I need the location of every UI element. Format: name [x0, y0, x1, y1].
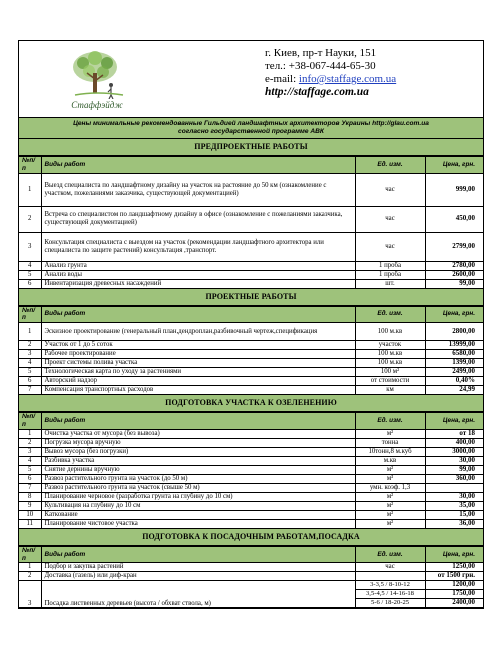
work-description: Доставка (газель) или диф-кран — [41, 572, 355, 581]
row-number: 3 — [19, 447, 41, 456]
price: 2799,00 — [425, 232, 483, 261]
price: 2499,00 — [425, 368, 483, 377]
col-header-price: Цена, грн. — [425, 546, 483, 563]
col-header-unit: Ед. изм. — [355, 157, 425, 174]
work-description: Планирование черновое (разработка грунта на глубину до 10 см) — [41, 492, 355, 501]
table-row — [19, 563, 483, 572]
price: 1250,00 — [425, 563, 483, 572]
price-table — [19, 412, 483, 529]
row-number: 2 — [19, 572, 41, 581]
table-row — [19, 429, 483, 438]
unit: час — [355, 173, 425, 206]
table-row — [19, 456, 483, 465]
table-row — [19, 483, 483, 492]
col-header-unit: Ед. изм. — [355, 413, 425, 430]
section-title: ПРОЕКТНЫЕ РАБОТЫ — [19, 289, 483, 306]
email-line — [265, 73, 396, 86]
work-description: Анализ воды — [41, 270, 355, 279]
col-header-num: №п/п — [19, 546, 41, 563]
col-header-price: Цена, грн. — [425, 157, 483, 174]
price-list-page — [18, 40, 484, 609]
table-row — [19, 474, 483, 483]
row-number: 1 — [19, 429, 41, 438]
col-header-work: Виды работ — [41, 157, 355, 174]
col-header-work: Виды работ — [41, 546, 355, 563]
email-label: e-mail: — [265, 73, 299, 85]
row-number: 6 — [19, 377, 41, 386]
unit: 100 м.кв — [355, 359, 425, 368]
price: 30,00 — [425, 492, 483, 501]
recommendation-notice — [19, 118, 483, 139]
table-row — [19, 173, 483, 206]
email-link[interactable]: info@staffage.com.ua — [298, 73, 397, 85]
price: от 18 — [425, 429, 483, 438]
unit: м² — [355, 501, 425, 510]
address: г. Киев, пр-т Науки, 151 — [265, 47, 377, 59]
table-row — [19, 492, 483, 501]
price: 2800,00 — [425, 323, 483, 341]
price-table — [19, 306, 483, 396]
table-row — [19, 368, 483, 377]
col-header-num: №п/п — [19, 413, 41, 430]
row-number: 4 — [19, 359, 41, 368]
row-number: 2 — [19, 341, 41, 350]
website-link[interactable]: http://staffage.com.ua — [265, 86, 369, 98]
row-number: 5 — [19, 368, 41, 377]
section-title: ПРЕДПРОЕКТНЫЕ РАБОТЫ — [19, 139, 483, 156]
row-number: 7 — [19, 483, 41, 492]
work-description: Развоз растительного грунта на участок (до 50 м) — [41, 474, 355, 483]
table-row — [19, 350, 483, 359]
table-row — [19, 359, 483, 368]
work-description: Проект системы полива участка — [41, 359, 355, 368]
unit: час — [355, 563, 425, 572]
row-number: 5 — [19, 270, 41, 279]
work-description: Планирование чистовое участка — [41, 519, 355, 528]
work-description: Встреча со специалистом по ландшафтному дизайну в офисе (ознакомление с пожеланиями заказчика, существующей документацией) — [41, 206, 355, 232]
price: 2600,00 — [425, 270, 483, 279]
unit: шт. — [355, 279, 425, 288]
size-range: 3-3,5 / 8-10-12 — [355, 581, 425, 590]
table-header-row — [19, 546, 483, 563]
notice-line-1: Цены минимальные рекомендованные Гильдией ландшафтных архитекторов Украины http://glau.com.ua — [73, 120, 429, 127]
price: 15,00 — [425, 510, 483, 519]
table-row — [19, 572, 483, 581]
tree-logo-icon — [65, 49, 129, 99]
table-row — [19, 279, 483, 288]
unit: м² — [355, 492, 425, 501]
work-description: Развоз растительного грунта на участок (свыше 50 м) — [41, 483, 355, 492]
table-row — [19, 501, 483, 510]
table-header-row — [19, 306, 483, 323]
work-description: Выезд специалиста по ландшафтному дизайну на участок на растояние до 50 км (ознакомление с участком, пожеланиями заказчика, существующей документацией) — [41, 173, 355, 206]
unit: 1 проба — [355, 261, 425, 270]
unit: м² — [355, 510, 425, 519]
price-table — [19, 546, 483, 609]
work-description: Компенсация транспортных расходов — [41, 386, 355, 395]
work-description: Погрузка мусора вручную — [41, 438, 355, 447]
price: 0,40% — [425, 377, 483, 386]
price: от 1500 грн. — [425, 572, 483, 581]
table-row — [19, 341, 483, 350]
row-number: 2 — [19, 438, 41, 447]
row-number: 11 — [19, 519, 41, 528]
work-description: Катковaние — [41, 510, 355, 519]
price: 1399,00 — [425, 359, 483, 368]
table-row — [19, 206, 483, 232]
table-row — [19, 510, 483, 519]
price: 36,00 — [425, 519, 483, 528]
table-row — [19, 377, 483, 386]
notice-line-2: согласно государственной программе АВК — [178, 128, 324, 135]
col-header-work: Виды работ — [41, 306, 355, 323]
work-description: Рабочее проектирование — [41, 350, 355, 359]
col-header-num: №п/п — [19, 157, 41, 174]
row-number: 7 — [19, 386, 41, 395]
price: 450,00 — [425, 206, 483, 232]
unit: участок — [355, 341, 425, 350]
price: 1750,00 — [425, 590, 483, 599]
price: 13999,00 — [425, 341, 483, 350]
price: 99,00 — [425, 465, 483, 474]
unit: км — [355, 386, 425, 395]
unit: 10тонн,8 м.куб — [355, 447, 425, 456]
unit: тонна — [355, 438, 425, 447]
size-range: 3,5-4,5 / 14-16-18 — [355, 590, 425, 599]
phone: тел.: +38-067-444-65-30 — [265, 60, 376, 72]
table-header-row — [19, 413, 483, 430]
table-header-row — [19, 157, 483, 174]
table-row — [19, 232, 483, 261]
unit: м.кв — [355, 456, 425, 465]
row-number: 1 — [19, 563, 41, 572]
table-row — [19, 519, 483, 528]
unit — [355, 572, 425, 581]
work-description: Участок от 1 до 5 соток — [41, 341, 355, 350]
table-row — [19, 447, 483, 456]
price-sections — [19, 139, 483, 608]
row-number: 2 — [19, 206, 41, 232]
row-number: 5 — [19, 465, 41, 474]
work-description: Анализ грунта — [41, 261, 355, 270]
work-description: Снятие дернины вручную — [41, 465, 355, 474]
price: 35,00 — [425, 501, 483, 510]
price: 3000,00 — [425, 447, 483, 456]
table-row — [19, 581, 483, 590]
work-description: Технологическая карта по уходу за растениями — [41, 368, 355, 377]
row-number: 6 — [19, 474, 41, 483]
work-description: Посадка лиственных деревьев (высота / обхват ствола, м) — [41, 581, 355, 608]
work-description: Консультация специалиста с выездом на участок (рекомендации ландшафтного архитектора или специалиста по защите растений) консультация ,транспорт. — [41, 232, 355, 261]
price: 30,00 — [425, 456, 483, 465]
row-number: 4 — [19, 456, 41, 465]
row-number: 3 — [19, 350, 41, 359]
price: 6580,00 — [425, 350, 483, 359]
unit: 100 м.кв — [355, 350, 425, 359]
col-header-price: Цена, грн. — [425, 413, 483, 430]
unit: м³ — [355, 474, 425, 483]
row-number: 10 — [19, 510, 41, 519]
unit: от стоимости — [355, 377, 425, 386]
table-row — [19, 270, 483, 279]
col-header-unit: Ед. изм. — [355, 306, 425, 323]
price: 1200,00 — [425, 581, 483, 590]
row-number: 8 — [19, 492, 41, 501]
row-number: 6 — [19, 279, 41, 288]
col-header-work: Виды работ — [41, 413, 355, 430]
row-number: 4 — [19, 261, 41, 270]
unit: час — [355, 232, 425, 261]
page-header — [19, 41, 483, 118]
col-header-price: Цена, грн. — [425, 306, 483, 323]
work-description: Авторский надзор — [41, 377, 355, 386]
row-number: 3 — [19, 232, 41, 261]
logo-text: Стаффэйдж — [71, 100, 123, 110]
price: 2400,00 — [425, 599, 483, 608]
price — [425, 483, 483, 492]
work-description: Очистка участка от мусора (без вывоза) — [41, 429, 355, 438]
unit: м² — [355, 429, 425, 438]
table-row — [19, 386, 483, 395]
row-number: 1 — [19, 173, 41, 206]
row-number: 1 — [19, 323, 41, 341]
section-title: ПОДГОТОВКА К ПОСАДОЧНЫМ РАБОТАМ,ПОСАДКА — [19, 529, 483, 546]
work-description: Разбивка участка — [41, 456, 355, 465]
work-description: Инвентаризация древесных насаждений — [41, 279, 355, 288]
price-table — [19, 156, 483, 289]
table-row — [19, 438, 483, 447]
work-description: Вывоз мусора (без погрузки) — [41, 447, 355, 456]
col-header-num: №п/п — [19, 306, 41, 323]
company-logo — [65, 49, 129, 113]
price: 999,00 — [425, 173, 483, 206]
unit: м² — [355, 519, 425, 528]
unit: 100 м.кв — [355, 323, 425, 341]
unit: умн. коэф. 1,3 — [355, 483, 425, 492]
contact-block — [265, 47, 396, 99]
price: 24,99 — [425, 386, 483, 395]
price: 99,00 — [425, 279, 483, 288]
work-description: Эскизное проектирование (генеральный план,дендроплан,разбивочный чертеж,спецификация — [41, 323, 355, 341]
work-description: Культивация на глубину до 10 см — [41, 501, 355, 510]
price: 400,00 — [425, 438, 483, 447]
unit: м² — [355, 465, 425, 474]
section-title: ПОДГОТОВКА УЧАСТКА К ОЗЕЛЕНЕНИЮ — [19, 395, 483, 412]
unit: 1 проба — [355, 270, 425, 279]
unit: 100 м² — [355, 368, 425, 377]
row-number: 3 — [19, 581, 41, 608]
col-header-unit: Ед. изм. — [355, 546, 425, 563]
price: 2780,00 — [425, 261, 483, 270]
size-range: 5-6 / 18-20-25 — [355, 599, 425, 608]
table-row — [19, 465, 483, 474]
price: 360,00 — [425, 474, 483, 483]
work-description: Подбор и закупка растений — [41, 563, 355, 572]
table-row — [19, 261, 483, 270]
unit: час — [355, 206, 425, 232]
table-row — [19, 323, 483, 341]
row-number: 9 — [19, 501, 41, 510]
